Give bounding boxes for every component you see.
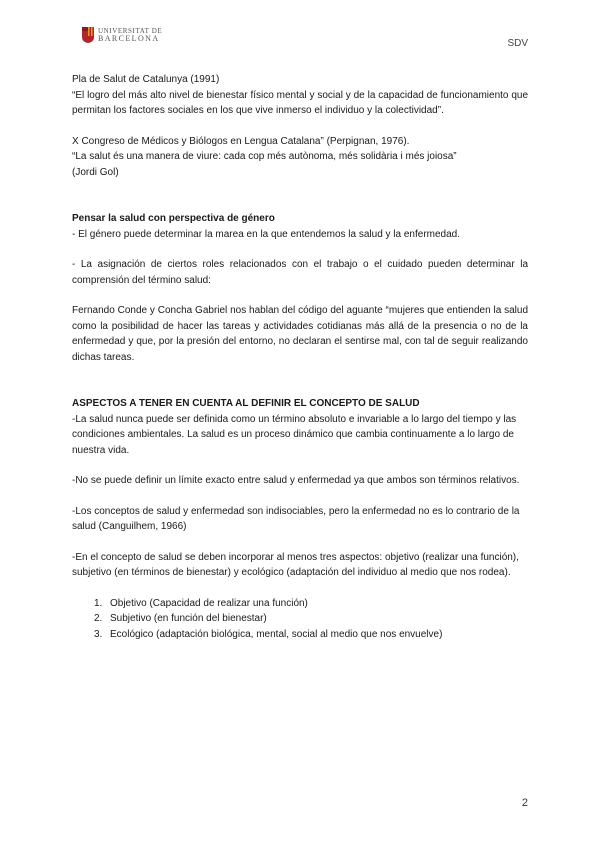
list-item: [94, 596, 528, 612]
aspectos-paragraph-4: -En el concepto de salud se deben incorporar al menos tres aspectos: objetivo (realizar una función), subjetivo (en términos de bienestar) y ecológico (adaptación del individuo al medio que nos rodea).: [72, 551, 519, 578]
genero-paragraph-3: Fernando Conde y Concha Gabriel nos hablan del código del aguante “mujeres que entienden la salud como la posibilidad de hacer las tareas y actividades cotidianas más allá de la presencia o no de la enfermedad y que, por la presión del entorno, no declaran el sentirse mal, con tal de seguir realizando dichas tareas.: [72, 305, 528, 363]
logo-line-2: BARCELONA: [98, 34, 160, 43]
aspects-list: [72, 596, 528, 643]
list-item-number: 3.: [94, 628, 103, 640]
university-shield-icon: [82, 27, 94, 43]
university-logo: [82, 27, 162, 43]
list-item-text: Subjetivo (en función del bienestar): [110, 613, 267, 624]
quote-author: (Jordi Gol): [72, 166, 119, 178]
quote-congreso: “La salut és una manera de viure: cada cop més autònoma, més solidària i més joiosa”: [72, 151, 457, 162]
list-item-text: Ecológico (adaptación biológica, mental, social al medio que nos envuelve): [110, 628, 443, 640]
source-congreso: X Congreso de Médicos y Biólogos en Lengua Catalana” (Perpignan, 1976).: [72, 135, 410, 147]
list-item-number: 2.: [94, 613, 103, 624]
list-item: [94, 611, 528, 627]
source-pla-salut: Pla de Salut de Catalunya (1991): [72, 74, 220, 85]
list-item: [94, 627, 528, 643]
list-item-text: Objetivo (Capacidad de realizar una función): [110, 597, 308, 609]
genero-paragraph-2: - La asignación de ciertos roles relacionados con el trabajo o el cuidado pueden determinar la comprensión del término salud:: [72, 259, 528, 286]
genero-paragraph-1: - El género puede determinar la marea en la que entendemos la salud y la enfermedad.: [72, 228, 461, 240]
heading-aspectos: ASPECTOS A TENER EN CUENTA AL DEFINIR EL CONCEPTO DE SALUD: [72, 398, 420, 409]
aspectos-paragraph-1: -La salud nunca puede ser definida como un término absoluto e invariable a lo largo del tiempo y las condiciones ambientales. La salud es un proceso dinámico que cambia continuamente a lo largo de nuestra vida.: [72, 413, 517, 456]
course-code: SDV: [507, 38, 528, 49]
aspectos-paragraph-2: -No se puede definir un límite exacto entre salud y enfermedad ya que ambos son términos relativos.: [72, 475, 520, 486]
quote-pla-salut: “El logro del más alto nivel de bienestar físico mental y social y de la capacidad de funcionamiento que permitan los factores sociales en los que vive inmerso el individuo y la colectividad”.: [72, 89, 528, 116]
document-body: [72, 72, 528, 642]
heading-perspectiva-genero: Pensar la salud con perspectiva de género: [72, 213, 275, 224]
logo-wordmark: [98, 27, 162, 43]
logo-line-1: UNIVERSITAT DE: [98, 27, 163, 35]
list-item-number: 1.: [94, 597, 103, 609]
aspectos-paragraph-3: -Los conceptos de salud y enfermedad son indisociables, pero la enfermedad no es lo contrario de la salud (Canguilhem, 1966): [72, 505, 520, 532]
page-number: 2: [521, 797, 528, 809]
